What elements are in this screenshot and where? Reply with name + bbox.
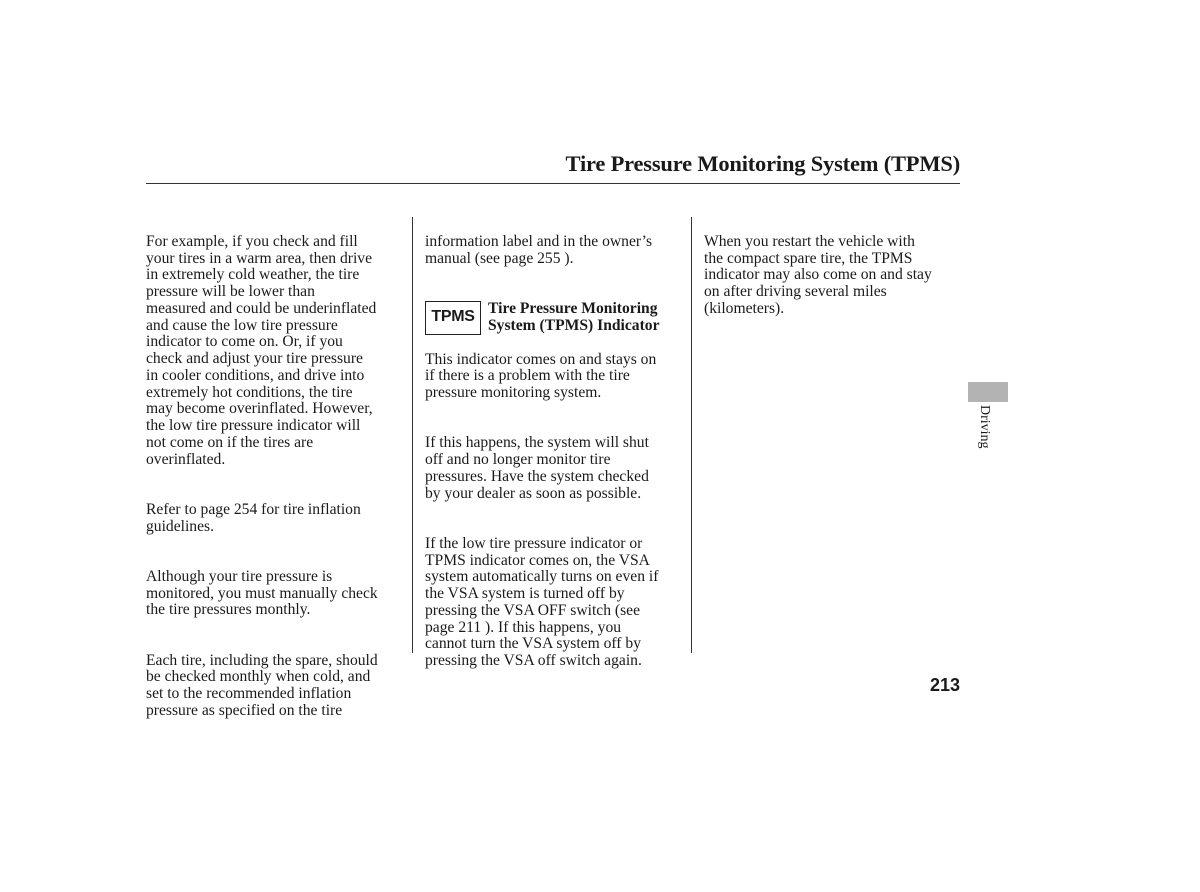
paragraph: For example, if you check and fill your tires in a warm area, then drive in extremely cold weather, the tire pressure will be lower than measured and could be underinflated and cause the low tire pressure indicator to come on. Or, if you check and adjust your tire pressure in cooler conditions, and drive into extremely hot conditions, the tire may become overinflated. However, the low tire pressure indicator will not come on if the tires are overinflated.	[146, 232, 377, 468]
page-title: Tire Pressure Monitoring System (TPMS)	[565, 151, 960, 176]
page-number: 213	[929, 675, 960, 695]
tpms-indicator-label: TPMS	[431, 308, 475, 326]
paragraph: If this happens, the system will shut off and no longer monitor tire pressures. Have the system checked by your dealer as soon as possible.	[425, 434, 649, 502]
paragraph: Each tire, including the spare, should be checked monthly when cold, and set to the recommended inflation pressure as specified on the tire	[146, 651, 378, 719]
header-rule	[146, 183, 960, 184]
paragraph: Refer to page 254 for tire inflation guidelines.	[146, 500, 361, 535]
paragraph: If the low tire pressure indicator or TPMS indicator comes on, the VSA system automatically turns on even if the VSA system is turned off by pressing the VSA OFF switch (see page 211 ). If this happens, you cannot turn the VSA system off by pressing the VSA off switch again.	[425, 534, 659, 669]
column-divider	[412, 217, 413, 653]
section-tab-marker	[968, 382, 1008, 402]
column-divider	[691, 217, 692, 653]
paragraph: information label and in the owner’s manual (see page 255 ).	[425, 232, 653, 267]
tpms-indicator-heading-row	[425, 301, 687, 335]
column-2	[425, 217, 687, 703]
column-1	[146, 217, 408, 753]
column-3	[704, 217, 960, 351]
paragraph: Although your tire pressure is monitored, you must manually check the tire pressures monthly.	[146, 567, 378, 619]
section-heading: Tire Pressure Monitoring System (TPMS) Indicator	[488, 299, 660, 334]
tpms-indicator-icon	[425, 301, 481, 335]
paragraph: When you restart the vehicle with the compact spare tire, the TPMS indicator may also come on and stay on after driving several miles (kilometers).	[704, 232, 932, 317]
paragraph: This indicator comes on and stays on if there is a problem with the tire pressure monitoring system.	[425, 350, 657, 401]
section-tab-label: Driving	[977, 405, 992, 449]
